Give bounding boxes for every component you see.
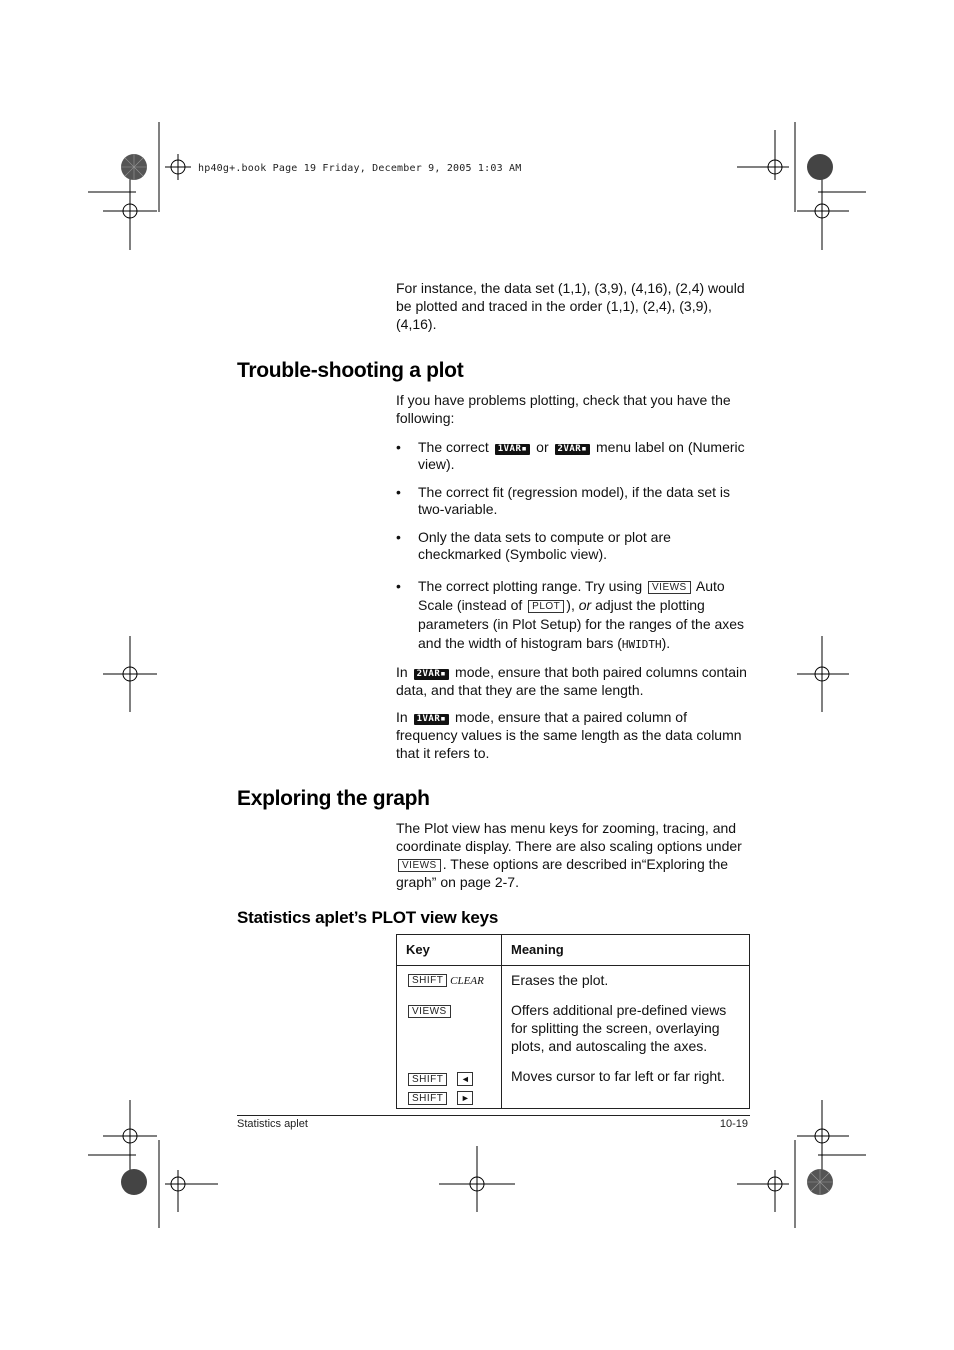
footer-chapter: Statistics aplet <box>237 1118 308 1130</box>
hwidth-label: HWIDTH <box>621 638 662 651</box>
print-slug: hp40g+.book Page 19 Friday, December 9, 2005 1:03 AM <box>198 163 522 174</box>
section-title-plot-view-keys: Statistics aplet’s PLOT view keys <box>237 908 499 927</box>
softkey-2var: 2VAR▪ <box>555 444 591 455</box>
table-header-key: Key <box>406 942 430 957</box>
plot-key: PLOT <box>528 600 564 613</box>
paragraph-1var-mode: In 1VAR▪ mode, ensure that a paired column of frequency values is the same length as the data column that it refers to. <box>396 709 742 761</box>
footer-rule <box>237 1115 750 1116</box>
table-row-meaning: Erases the plot. <box>511 972 609 988</box>
right-arrow-key: ► <box>457 1091 473 1105</box>
table-header-row <box>397 935 749 966</box>
table-row-meaning: Moves cursor to far left or far right. <box>511 1068 725 1084</box>
section-title-trouble-shooting: Trouble-shooting a plot <box>237 359 464 382</box>
table-header-meaning: Meaning <box>511 942 564 957</box>
section-title-exploring: Exploring the graph <box>237 787 430 810</box>
table-row-key: SHIFT CLEAR <box>408 974 484 987</box>
views-key: VIEWS <box>648 581 691 594</box>
exploring-paragraph: The Plot view has menu keys for zooming, tracing, and coordinate display. There are also scaling options under VIEWS . These options are described in“Exploring the graph” on page 2-7. <box>396 820 742 890</box>
footer-page-number: 10-19 <box>719 1118 748 1130</box>
table-row-meaning: Offers additional pre-defined views for splitting the screen, overlaying plots, and autoscaling the axes. <box>511 1002 727 1054</box>
table-row-key <box>408 1072 473 1086</box>
views-key: VIEWS <box>398 859 441 872</box>
intro-paragraph: For instance, the data set (1,1), (3,9), (4,16), (2,4) would be plotted and traced in the order (1,1), (2,4), (3,9), (4,16). <box>396 280 745 332</box>
left-arrow-key: ◄ <box>457 1072 473 1086</box>
plot-view-keys-table <box>396 934 750 1109</box>
softkey-1var: 1VAR▪ <box>495 444 531 455</box>
table-row-key <box>408 1005 451 1018</box>
trouble-lead-paragraph: If you have problems plotting, check that you have the following: <box>396 392 731 426</box>
table-column-divider <box>501 935 502 1108</box>
paragraph-2var-mode: In 2VAR▪ mode, ensure that both paired columns contain data, and that they are the same length. <box>396 664 747 698</box>
shift-key: SHIFT <box>408 1073 447 1086</box>
shift-key: SHIFT <box>408 974 447 987</box>
softkey-2var: 2VAR▪ <box>414 669 450 680</box>
softkey-1var: 1VAR▪ <box>414 714 450 725</box>
shift-key: SHIFT <box>408 1092 447 1105</box>
table-row-key <box>408 1091 473 1105</box>
views-key: VIEWS <box>408 1005 451 1018</box>
